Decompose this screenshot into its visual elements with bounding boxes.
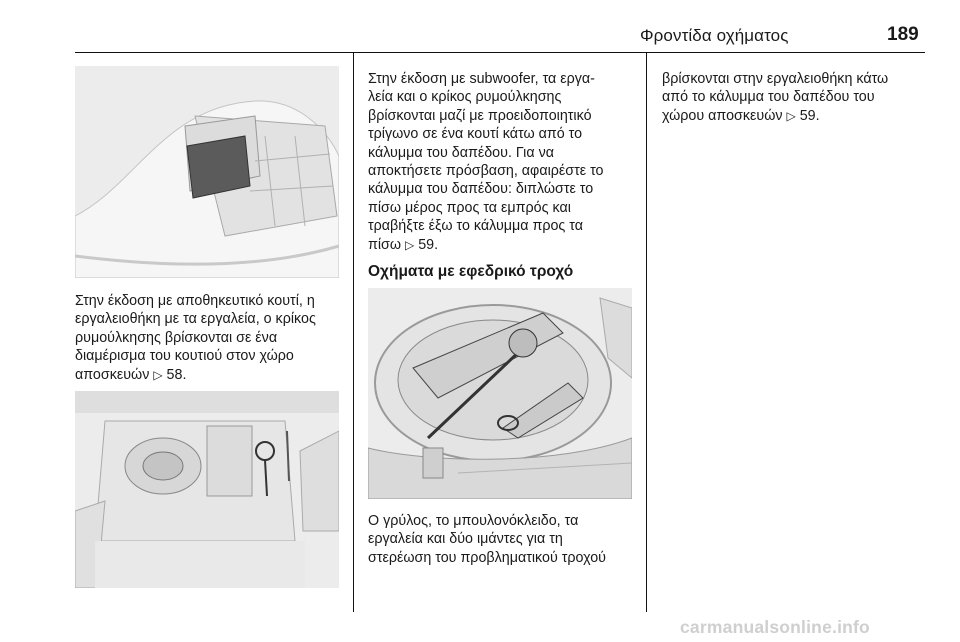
column2-page-ref: 59. (418, 236, 439, 253)
column3-text: βρίσκονται στην εργαλειοθήκη κάτω από το κάλυμμα του δαπέδου του χώρου αποσκευών (662, 71, 889, 124)
subwoofer-box-illustration (75, 391, 339, 588)
page-reference-icon: ▷ (786, 108, 796, 123)
page-reference-icon: ▷ (153, 367, 163, 382)
header-title: Φροντίδα οχήματος (640, 26, 789, 45)
column1-paragraph (75, 292, 316, 384)
column1-page-ref: 58. (166, 366, 187, 383)
column2-paragraph1 (368, 70, 604, 254)
page-reference-icon: ▷ (405, 237, 415, 252)
column-divider-right (646, 52, 647, 612)
watermark: carmanualsonline.info (680, 617, 870, 637)
column3-paragraph (662, 70, 888, 125)
column1-text: Στην έκδοση με αποθηκευτικό κουτί, η εργαλειοθήκη με τα εργαλεία, ο κρίκος ρυμούλκησης βρίσκονται σε ένα διαμέρισμα του κουτιού στον χώρο αποσκευών (75, 293, 316, 383)
storage-box-illustration (75, 66, 339, 278)
column2-paragraph2: Ο γρύλος, το μπουλονόκλειδο, τα εργαλεία και δύο ιμάντες για τη στερέωση του προβληματικού τροχού (368, 513, 606, 566)
header-rule (75, 52, 925, 53)
spare-wheel-tools-illustration (368, 288, 632, 499)
column3-page-ref: 59. (799, 107, 820, 124)
section-heading: Οχήματα με εφεδρικό τροχό (368, 263, 574, 280)
column-divider-left (353, 52, 354, 612)
column2-text: Στην έκδοση με subwoofer, τα εργα‐ λεία και ο κρίκος ρυμούλκησης βρίσκονται μαζί με προειδοποιητικό τρίγωνο σε ένα κουτί κάτω από το κάλυμμα του δαπέδου. Για να αποκτήσετε πρόσβαση, αφαιρέστε το κάλυμμα του δαπέδου: διπλώστε το πίσω μέρος προς τα εμπρός και τραβήξτε έξω το κάλυμμα προς τα πίσω (368, 71, 604, 253)
page-number: 189 (887, 24, 919, 45)
